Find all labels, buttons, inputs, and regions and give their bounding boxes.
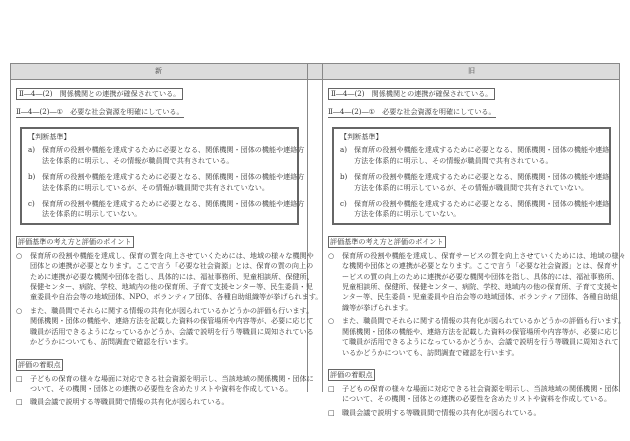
criterion <box>28 172 305 193</box>
point <box>328 316 626 358</box>
viewpoints-title: 評価の着眼点 <box>330 369 373 379</box>
sub-heading-row <box>16 100 305 118</box>
criterion-marker: c) <box>340 199 347 209</box>
text-line: について、その機関・団体との連携の必要性を含めたリストや資料を作成している。 <box>342 394 612 404</box>
text-line: 法を体系的に明示しているが、その情報が職員間で共有されていない。 <box>42 182 269 192</box>
header-gap <box>308 64 322 80</box>
column-old <box>328 80 626 418</box>
criteria-box <box>332 127 611 225</box>
criterion <box>340 199 610 220</box>
viewpoint-item-marker: □ <box>16 397 23 407</box>
point <box>16 305 314 348</box>
viewpoint-item-marker: □ <box>328 407 335 417</box>
text-line: 職員会議で説明する等職員間で情報の共有化が図られている。 <box>30 397 229 407</box>
point-marker: ○ <box>328 250 335 260</box>
point-text <box>30 306 314 348</box>
text-line: 職員会議で説明する等職員間で情報の共有化が図られている。 <box>342 407 541 417</box>
points-title: 評価基準の考え方と評価のポイント <box>330 236 444 246</box>
text-line: ービスの質の向上のために連携が必要な機関や団体を指し、具体的には、福祉事務所、 <box>342 271 619 281</box>
sub-heading: Ⅱ―4―(2)―① 必要な社会資源を明確にしている。 <box>328 107 496 116</box>
text-line: ついて、その機関・団体との連携の必要性を含めたリストや資料を作成している。 <box>30 383 293 393</box>
text-line: て職員が活用できるようになっているかどうか、会議で説明を行う等職員に周知されて <box>342 337 619 347</box>
header-old: 旧 <box>323 64 620 80</box>
viewpoint-item-marker: □ <box>328 383 335 393</box>
column-new <box>16 80 323 408</box>
text-line: 保育所の役割や機能を達成し、保育サービスの質を向上させていくためには、地域の様々 <box>342 250 626 260</box>
viewpoints-title-row <box>16 348 305 371</box>
point <box>16 250 323 303</box>
text-line: 保育所の役割や機能を達成し、保育の質を向上させていくためには、地域の様々な機関や <box>30 250 314 260</box>
text-line: 保育所の役割や機能を達成するために必要となる、関係機関・団体の機能や連絡方 <box>42 172 305 182</box>
sub-heading: Ⅱ―4―(2)―① 必要な社会資源を明確にしている。 <box>16 107 184 116</box>
criterion-text <box>354 145 609 166</box>
header-new: 新 <box>10 64 307 80</box>
comparison-table <box>10 63 626 417</box>
text-line: 子どもの保育の様々な場面に対応できる社会資源を明示し、当該地域の関係機関・団体 <box>342 383 619 393</box>
text-line: 保育所の役割や機能を達成するために必要となる、関係機関・団体の機能や連絡方 <box>42 145 305 155</box>
point-text <box>342 251 626 313</box>
text-line: 団体との連携が必要となります。ここで言う「必要な社会資源」とは、保育の質の向上の <box>30 261 314 271</box>
text-line: 保育所の役割や機能を達成するために必要となる、関係機関・団体の機能や連絡方 <box>42 199 305 209</box>
criterion-text <box>42 172 304 193</box>
viewpoint-item <box>16 373 314 395</box>
criterion-text <box>42 199 304 220</box>
criterion-marker: c) <box>28 199 35 209</box>
section-heading-row <box>16 80 305 100</box>
sub-heading-row <box>328 100 617 118</box>
point <box>328 250 626 313</box>
criterion-text <box>354 172 609 193</box>
criterion <box>340 145 610 166</box>
text-line: な機関や団体との連携が必要となります。ここで言う「必要な社会資源」とは、保育サ <box>342 261 619 271</box>
text-line: また、職員間でそれらに関する情報の共有化が図られているかどうかの評価も行います。 <box>30 305 314 315</box>
point-marker: ○ <box>16 250 23 260</box>
text-line: 方法を体系的に明示し、その情報が職員間で共有されている。 <box>354 155 553 165</box>
text-line: 職員が活用できるようになっているかどうか、会議で説明を行う等職員に周知されている <box>30 326 314 336</box>
points-title: 評価基準の考え方と評価のポイント <box>18 236 132 246</box>
point-text <box>30 251 322 303</box>
divider <box>322 64 323 392</box>
criterion <box>28 199 305 220</box>
criterion-marker: b) <box>28 172 36 182</box>
criterion <box>28 145 305 166</box>
section-heading: Ⅱ―4―(2) 関係機関との連携が確保されている。 <box>16 88 183 100</box>
text-line: 保健センター、病院、学校、地域内の他の保育所、子育て支援センター等、民生委員・児 <box>30 282 313 292</box>
viewpoints-title-row <box>328 358 617 381</box>
viewpoint-item-marker: □ <box>16 373 23 383</box>
text-line: 子どもの保育の様々な場面に対応できる社会資源を明示し、当該地域の関係機関・団体に <box>30 373 314 383</box>
text-line: ために連携が必要な機関や団体を指し、具体的には、福祉事務所、児童相談所、保健所、 <box>30 271 314 281</box>
criterion <box>340 172 610 193</box>
text-line: いるかどうかについても、訪問調査で確認を行います。 <box>342 347 519 357</box>
text-line: また、職員間でそれらに関する情報の共有化が図られているかどうかの評価も行います。 <box>342 316 626 326</box>
text-line: 方法を体系的に明示しているが、その情報が職員間で共有されていない。 <box>354 182 589 192</box>
section-heading: Ⅱ―4―(2) 関係機関との連携が確保されている。 <box>328 88 495 100</box>
criterion-marker: a) <box>340 145 347 155</box>
viewpoint-item-text <box>342 408 541 418</box>
text-line: 法を体系的に明示し、その情報が職員間で共有されている。 <box>42 155 234 165</box>
viewpoint-item <box>16 397 305 407</box>
divider <box>10 64 11 392</box>
text-line: 方法を体系的に明示していない。 <box>354 209 461 219</box>
text-line: 織等が挙げられます。 <box>342 302 413 312</box>
points-title-row <box>328 225 617 248</box>
section-heading-row <box>328 80 617 100</box>
criterion-text <box>42 145 304 166</box>
text-line: 保育所の役割や機能を達成するために必要となる、関係機関・団体の機能や連絡 <box>354 199 610 209</box>
text-line: ンター等、民生委員・児童委員や自治会等の地域団体、ボランティア団体、各種自助組 <box>342 292 618 302</box>
viewpoint-item-text <box>30 397 229 407</box>
text-line: 保育所の役割や機能を達成するために必要となる、関係機関・団体の機能や連絡 <box>354 172 610 182</box>
text-line: 保育所の役割や機能を達成するために必要となる、関係機関・団体の機能や連絡 <box>354 145 610 155</box>
criterion-marker: b) <box>340 172 348 182</box>
text-line: 童委員や自治会等の地域団体、NPO、ボランティア団体、各種自助組織等が挙げられます。 <box>30 292 323 302</box>
text-line: 法を体系的に明示していない。 <box>42 209 142 219</box>
viewpoint-item <box>328 408 617 418</box>
point-text <box>342 316 625 358</box>
viewpoint-item-text <box>342 384 619 405</box>
criterion-text <box>354 199 609 220</box>
point-marker: ○ <box>16 305 23 315</box>
criteria-box <box>20 127 305 225</box>
criteria-title: 【判断基準】 <box>28 132 71 141</box>
criteria-title: 【判断基準】 <box>340 132 383 141</box>
point-marker: ○ <box>328 316 335 326</box>
text-line: かどうかについても、訪問調査で確認を行います。 <box>30 337 193 347</box>
text-line: 児童相談所、保健所、保健センター、病院、学校、地域内の他の保育所、子育て支援セ <box>342 282 619 292</box>
text-line: 関係機関・団体の機能や、連絡方法を記載した資料の保管場所や内容等が、必要に応じ <box>342 326 619 336</box>
text-line: 関係機関・団体の機能や、連絡方法を記載した資料の保管場所や内容等が、必要に応じて <box>30 316 314 326</box>
viewpoint-item <box>328 384 617 405</box>
points-title-row <box>16 225 305 248</box>
viewpoint-item-text <box>30 374 314 395</box>
criterion-marker: a) <box>28 145 35 155</box>
viewpoints-title: 評価の着眼点 <box>18 359 61 369</box>
